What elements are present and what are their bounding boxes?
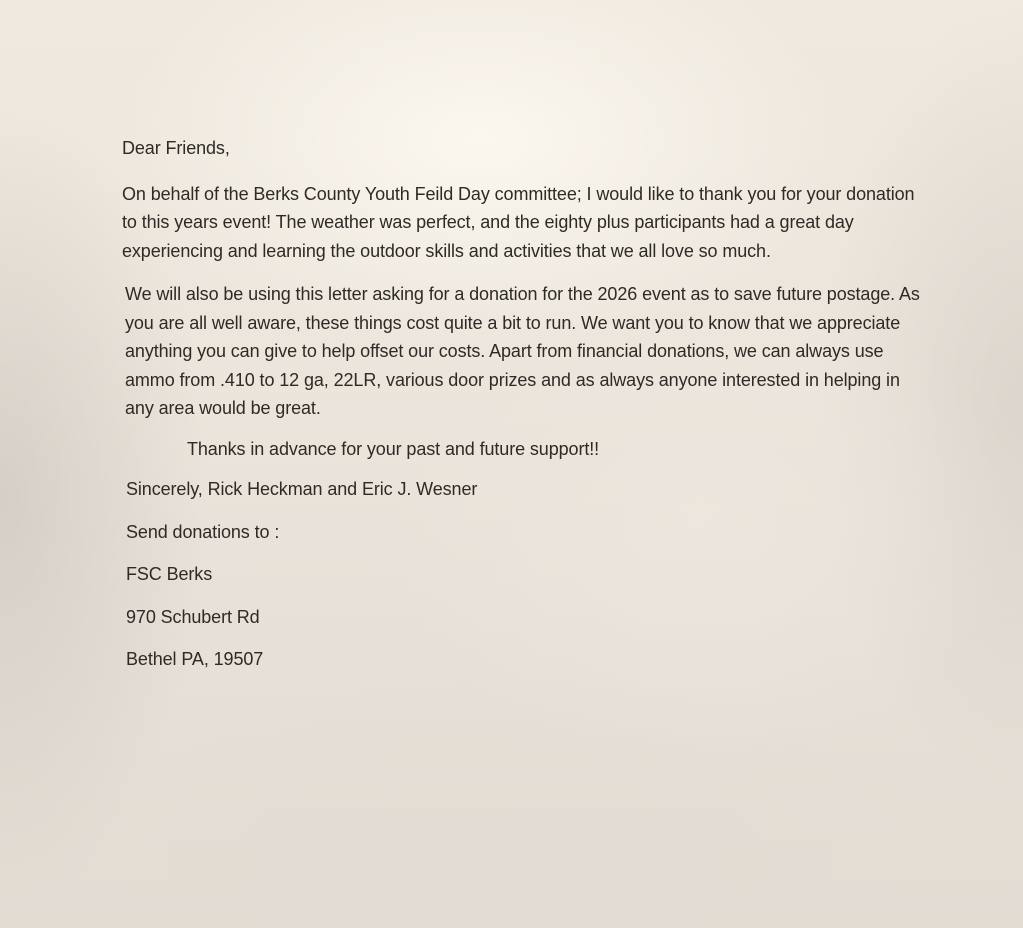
paragraph-donation-request: We will also be using this letter asking for a donation for the 2026 event as to save future postage. As you are all well aware, these things cost quite a bit to run. We want you to know that we appreciate anything you can give to help offset our costs. Apart from financial donations, we can always use ammo from .410 to 12 ga, 22LR, various door prizes and as always anyone interested in helping in any area would be great. <box>125 284 920 418</box>
thanks-line: Thanks in advance for your past and future support!! <box>187 438 600 459</box>
address-city: Bethel PA, 19507 <box>126 649 264 669</box>
address-street: 970 Schubert Rd <box>126 606 260 627</box>
paragraph-thank-you: On behalf of the Berks County Youth Feild Day committee; I would like to thank you for your donation to this years event! The weather was perfect, and the eighty plus participants had a great day experiencing and learning the outdoor skills and activities that we all love so much. <box>122 183 915 261</box>
greeting: Dear Friends, <box>122 138 230 158</box>
address-name: FSC Berks <box>126 564 213 584</box>
signoff: Sincerely, Rick Heckman and Eric J. Wesner <box>126 479 478 499</box>
letter-body <box>122 134 922 688</box>
send-donations-label: Send donations to : <box>126 521 280 542</box>
